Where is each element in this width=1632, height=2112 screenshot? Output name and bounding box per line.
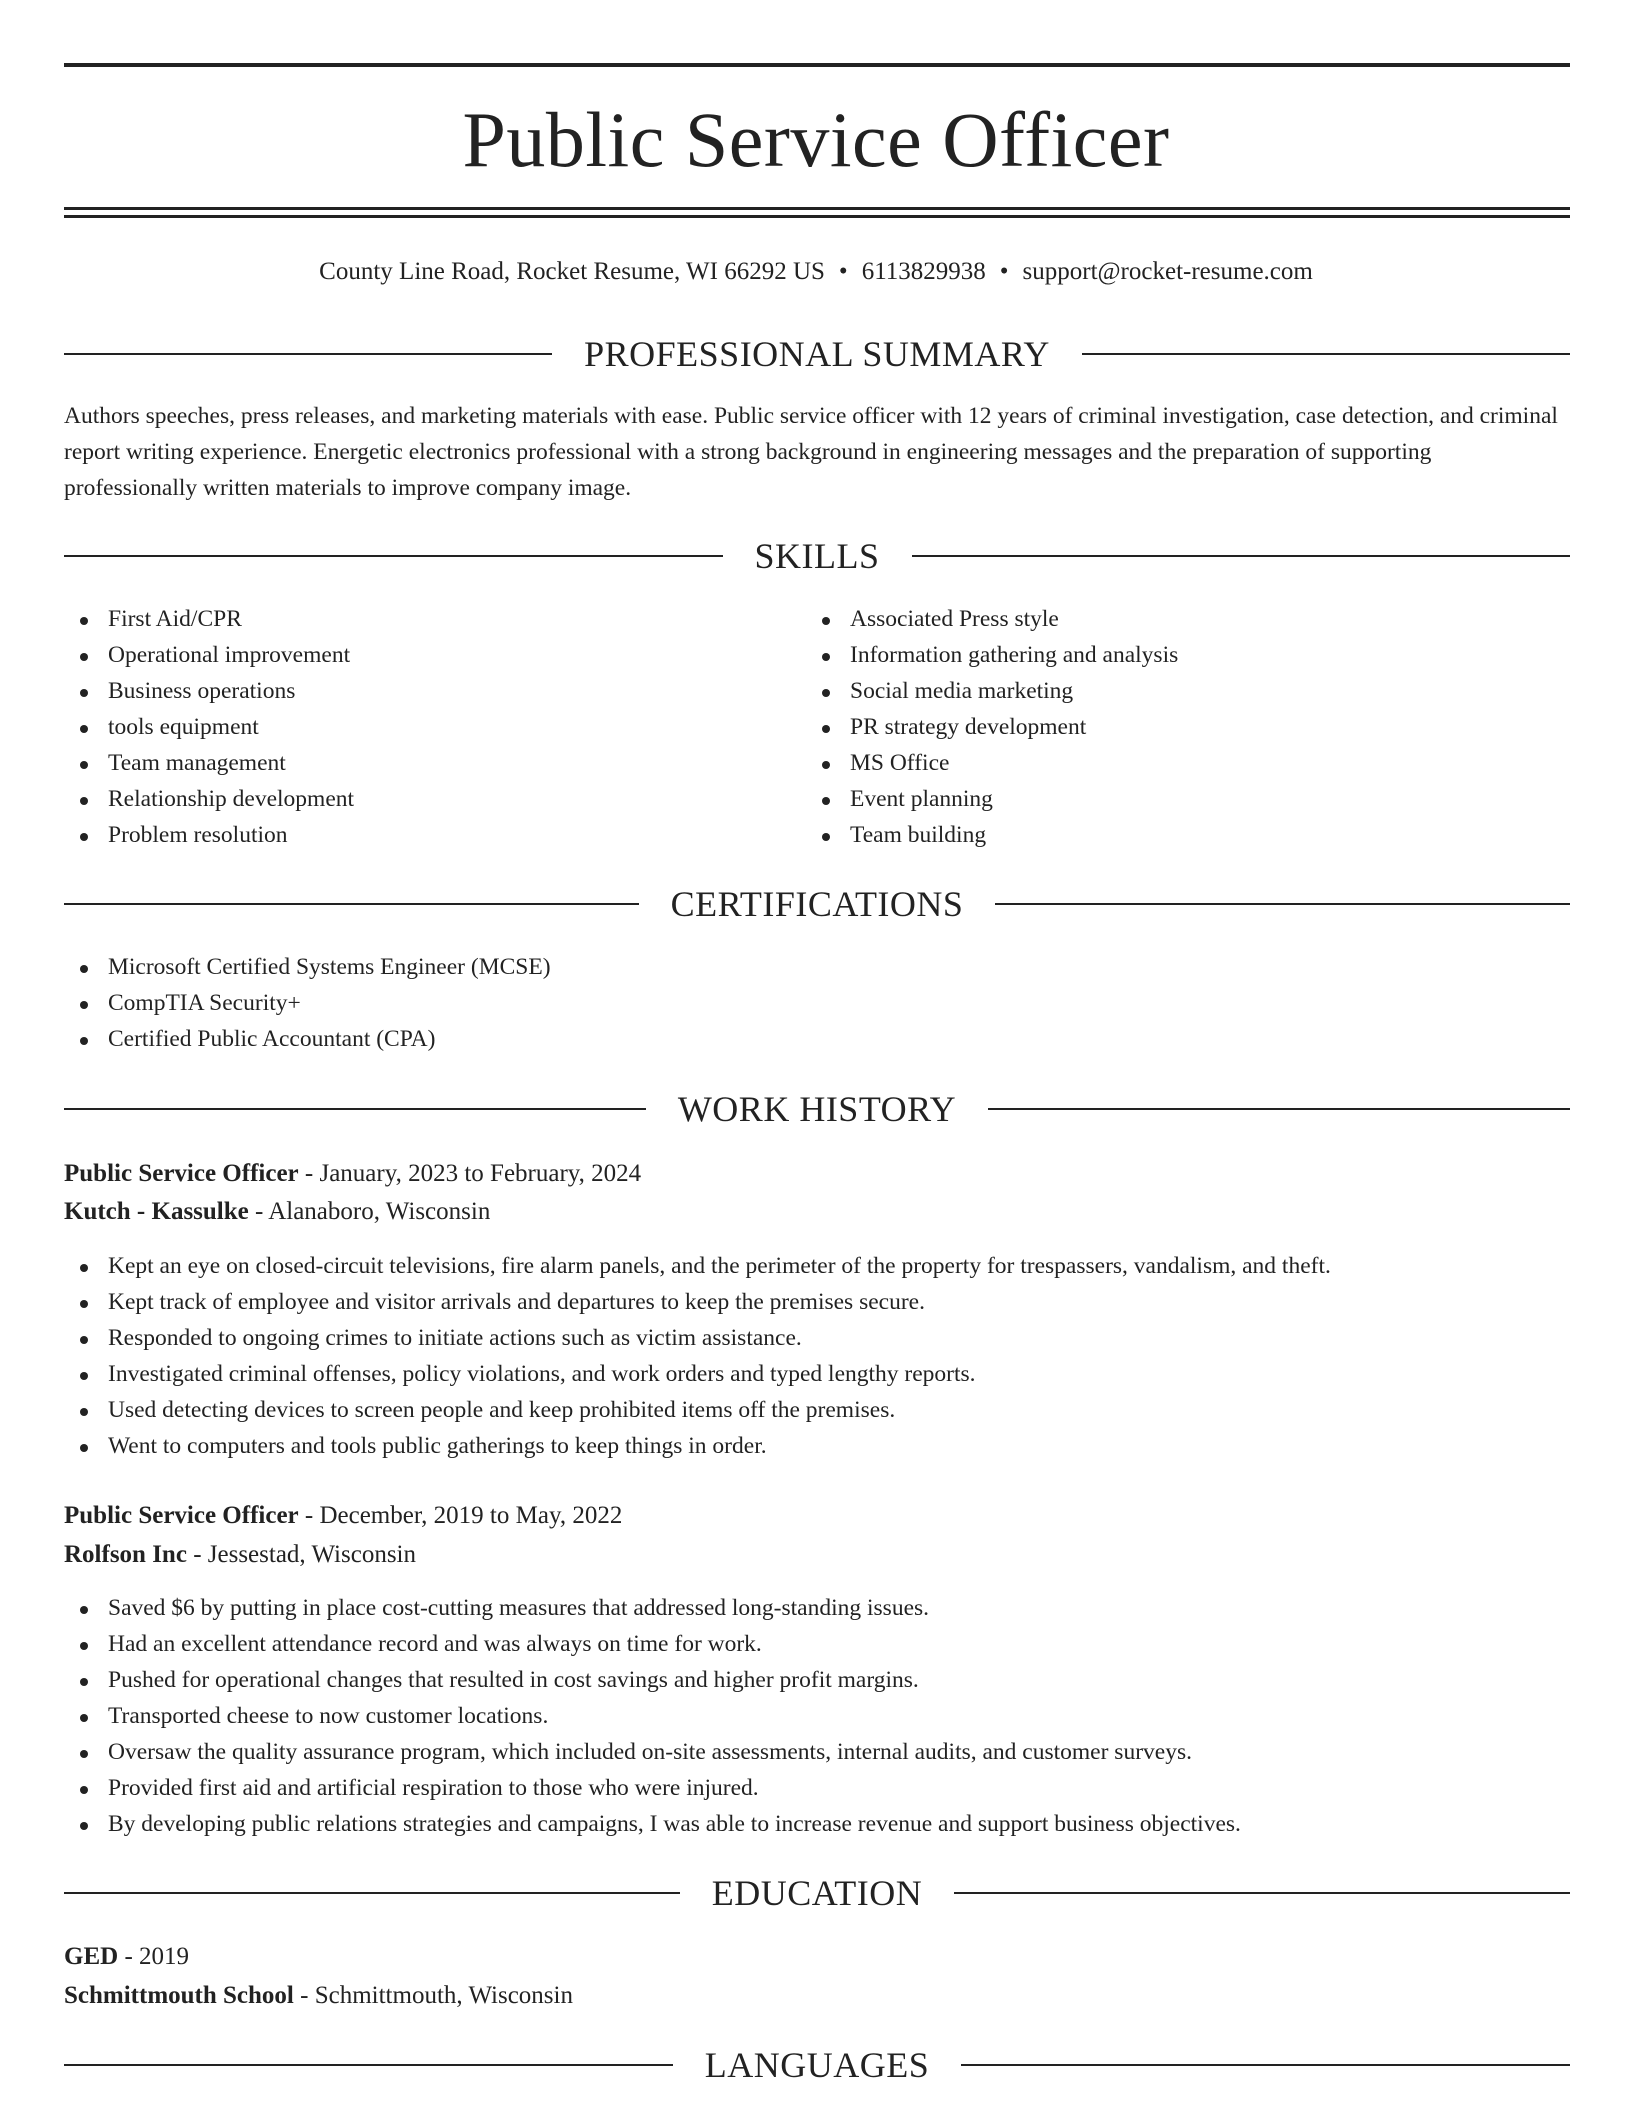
name-underline-upper [64, 207, 1570, 210]
job-title: Public Service Officer [64, 1160, 299, 1187]
name-underline-lower [64, 215, 1570, 218]
list-item: Operational improvement [64, 637, 764, 673]
divider [64, 2064, 673, 2066]
divider [995, 903, 1570, 905]
section-title: CERTIFICATIONS [670, 884, 964, 924]
contact-line [0, 254, 1632, 290]
section-title: SKILLS [754, 536, 880, 576]
job-company: Rolfson Inc [64, 1541, 187, 1568]
job-title: Public Service Officer [64, 1502, 299, 1529]
divider [64, 1108, 646, 1110]
contact-separator: • [999, 258, 1009, 285]
list-item: Associated Press style [806, 601, 1566, 637]
list-item: Investigated criminal offenses, policy violations, and work orders and typed lengthy reports. [64, 1356, 1570, 1392]
education-school: Schmittmouth School [64, 1982, 294, 2009]
certifications-list [64, 949, 1464, 1057]
divider [954, 1892, 1570, 1894]
job-duties-list [64, 1590, 1570, 1842]
job-title-line [64, 1155, 1570, 1193]
list-item: tools equipment [64, 709, 764, 745]
section-heading-languages [64, 2042, 1570, 2088]
list-item: PR strategy development [806, 709, 1566, 745]
divider [64, 555, 723, 557]
section-heading-certifications [64, 881, 1570, 927]
section-heading-work-history [64, 1086, 1570, 1132]
list-item: Pushed for operational changes that resulted in cost savings and higher profit margins. [64, 1662, 1570, 1698]
job-company: Kutch - Kassulke [64, 1198, 249, 1225]
skills-list-right [806, 601, 1566, 853]
divider [912, 555, 1571, 557]
list-item: Information gathering and analysis [806, 637, 1566, 673]
list-item: Event planning [806, 781, 1566, 817]
list-item: Had an excellent attendance record and was always on time for work. [64, 1626, 1570, 1662]
list-item: Business operations [64, 673, 764, 709]
list-item: Certified Public Accountant (CPA) [64, 1021, 1464, 1057]
job-company-line [64, 1193, 1570, 1231]
contact-email: support@rocket-resume.com [1022, 258, 1313, 285]
list-item: Transported cheese to now customer locations. [64, 1698, 1570, 1734]
education-degree-line [64, 1938, 1570, 1976]
list-item: Microsoft Certified Systems Engineer (MCSE) [64, 949, 1464, 985]
section-title: WORK HISTORY [677, 1089, 957, 1129]
job-dates: - January, 2023 to February, 2024 [304, 1160, 642, 1187]
list-item: Kept track of employee and visitor arrivals and departures to keep the premises secure. [64, 1284, 1570, 1320]
job-location: - Jessestad, Wisconsin [193, 1541, 417, 1568]
list-item: Team management [64, 745, 764, 781]
job-title-line [64, 1497, 1570, 1535]
list-item: By developing public relations strategies and campaigns, I was able to increase revenue and support business objectives. [64, 1806, 1570, 1842]
list-item: Went to computers and tools public gatherings to keep things in order. [64, 1428, 1570, 1464]
list-item: Social media marketing [806, 673, 1566, 709]
list-item: MS Office [806, 745, 1566, 781]
list-item: Used detecting devices to screen people and keep prohibited items off the premises. [64, 1392, 1570, 1428]
list-item: Problem resolution [64, 817, 764, 853]
skills-list-left [64, 601, 764, 853]
list-item: Kept an eye on closed-circuit televisions, fire alarm panels, and the perimeter of the property for trespassers, vandalism, and theft. [64, 1248, 1570, 1284]
list-item: Relationship development [64, 781, 764, 817]
divider [64, 903, 639, 905]
contact-address: County Line Road, Rocket Resume, WI 66292 US [319, 258, 825, 285]
education-location: - Schmittmouth, Wisconsin [300, 1982, 573, 2009]
resume-name: Public Service Officer [462, 96, 1170, 183]
section-title: PROFESSIONAL SUMMARY [584, 334, 1050, 374]
list-item: Saved $6 by putting in place cost-cutting measures that addressed long-standing issues. [64, 1590, 1570, 1626]
job-location: - Alanaboro, Wisconsin [255, 1198, 491, 1225]
job-duties-list [64, 1248, 1570, 1464]
job-company-line [64, 1536, 1570, 1574]
list-item: Team building [806, 817, 1566, 853]
list-item: Responded to ongoing crimes to initiate actions such as victim assistance. [64, 1320, 1570, 1356]
job-dates: - December, 2019 to May, 2022 [304, 1502, 623, 1529]
divider [961, 2064, 1570, 2066]
section-heading-skills [64, 533, 1570, 579]
divider [1082, 353, 1570, 355]
list-item: Provided first aid and artificial respiration to those who were injured. [64, 1770, 1570, 1806]
education-degree: GED [64, 1943, 119, 1970]
divider [64, 1892, 680, 1894]
list-item: CompTIA Security+ [64, 985, 1464, 1021]
divider [64, 353, 552, 355]
section-heading-education [64, 1870, 1570, 1916]
section-heading-summary [64, 331, 1570, 377]
section-title: EDUCATION [711, 1873, 923, 1913]
divider [988, 1108, 1570, 1110]
list-item: Oversaw the quality assurance program, which included on-site assessments, internal audits, and customer surveys. [64, 1734, 1570, 1770]
summary-text: Authors speeches, press releases, and marketing materials with ease. Public service officer with 12 years of criminal investigation, case detection, and criminal report writing experience. Energetic electronics professional with a strong background in engineering messages and the preparation of supporting professionally written materials to improve company image. [64, 403, 1558, 501]
education-school-line [64, 1977, 1570, 2015]
contact-separator: • [838, 258, 848, 285]
list-item: First Aid/CPR [64, 601, 764, 637]
section-title: LANGUAGES [704, 2045, 930, 2085]
education-year: - 2019 [124, 1943, 190, 1970]
contact-phone: 6113829938 [861, 258, 986, 285]
top-rule [64, 63, 1570, 67]
